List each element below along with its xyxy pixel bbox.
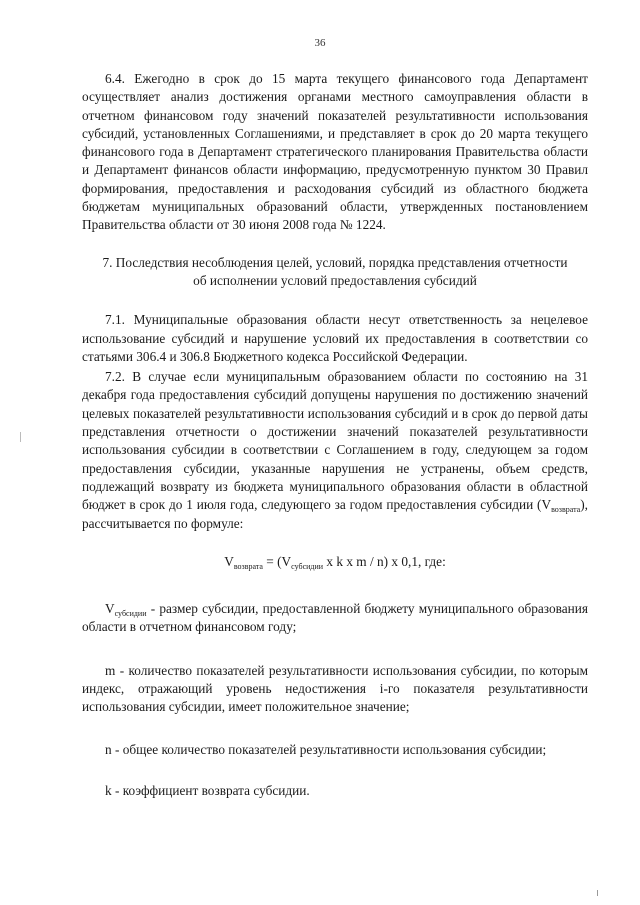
formula-v: V: [224, 553, 234, 569]
scan-artifact-left: [20, 432, 21, 442]
definition-v-subscript: субсидии: [114, 609, 147, 619]
formula-v-subscript: возврата: [233, 561, 263, 571]
page-number: 36: [314, 37, 326, 49]
paragraph-7-2-subscript: возврата: [551, 505, 581, 515]
formula-eq: = (V: [262, 553, 292, 569]
formula-rest: x k x m / n) x 0,1, где:: [323, 553, 446, 569]
definition-v-text: - размер субсидии, предоставленной бюджету муниципального образования области в отчетном финансовом году;: [82, 601, 588, 635]
definition-n: n - общее количество показателей результативности использования субсидии;: [105, 741, 547, 757]
section-title-line-2: об исполнении условий предоставления субсидий: [193, 272, 477, 288]
scan-artifact-bottom: [597, 890, 598, 896]
paragraph-7-2: [82, 368, 588, 533]
formula: [82, 553, 588, 571]
paragraph-7-1: 7.1. Муниципальные образования области несут ответственность за нецелевое использование субсидий и нарушение условий их предоставления в соответствии со статьями 306.4 и 306.8 Бюджетного кодекса Российской Федерации.: [82, 312, 588, 364]
definition-m: m - количество показателей результативности использования субсидии, по которым индекс, отражающий уровень недостижения i-го показателя результативности использования субсидии, имеет положительное значение;: [82, 662, 588, 715]
definition-k: k - коэффициент возврата субсидии.: [105, 782, 310, 798]
definition-v-subsidy: [82, 600, 588, 637]
paragraph-7-2-text: 7.2. В случае если муниципальным образованием области по состоянию на 31 декабря года предоставления субсидий допущены нарушения по достижению значений целевых показателей результативности использования субсидий и в срок до первой даты представления отчетности о достижении значений показателей результативности использования субсидии в соответствии с Соглашением в году, следующем за годом предоставления субсидии, указанные нарушения не устранены, объем средств, подлежащий возврату из бюджета муниципального образования области в областной бюджет в срок до 1 июля года, следующего за годом предоставления субсидии (V: [82, 369, 588, 513]
section-title: [82, 254, 588, 291]
section-title-line-1: 7. Последствия несоблюдения целей, условий, порядка представления отчетности: [102, 254, 568, 270]
document-body: [82, 70, 588, 800]
definition-v: V: [105, 601, 115, 617]
paragraph-7-2-tail: ), рассчитывается по формуле:: [82, 497, 588, 531]
formula-v2-subscript: субсидии: [291, 561, 324, 571]
paragraph-6-4: 6.4. Ежегодно в срок до 15 марта текущего финансового года Департамент осуществляет анализ достижения органами местного самоуправления области в отчетном финансовом году значений показателей результативности использования субсидий, установленных Соглашениями, и представляет в срок до 20 марта текущего финансового года в Департамент стратегического планирования Правительства области и Департамент финансов области информацию, предусмотренную пунктом 30 Правил формирования, предоставления и расходования субсидий из областного бюджета бюджетам муниципальных образований области, утвержденных постановлением Правительства области от 30 июня 2008 года № 1224.: [82, 71, 588, 233]
